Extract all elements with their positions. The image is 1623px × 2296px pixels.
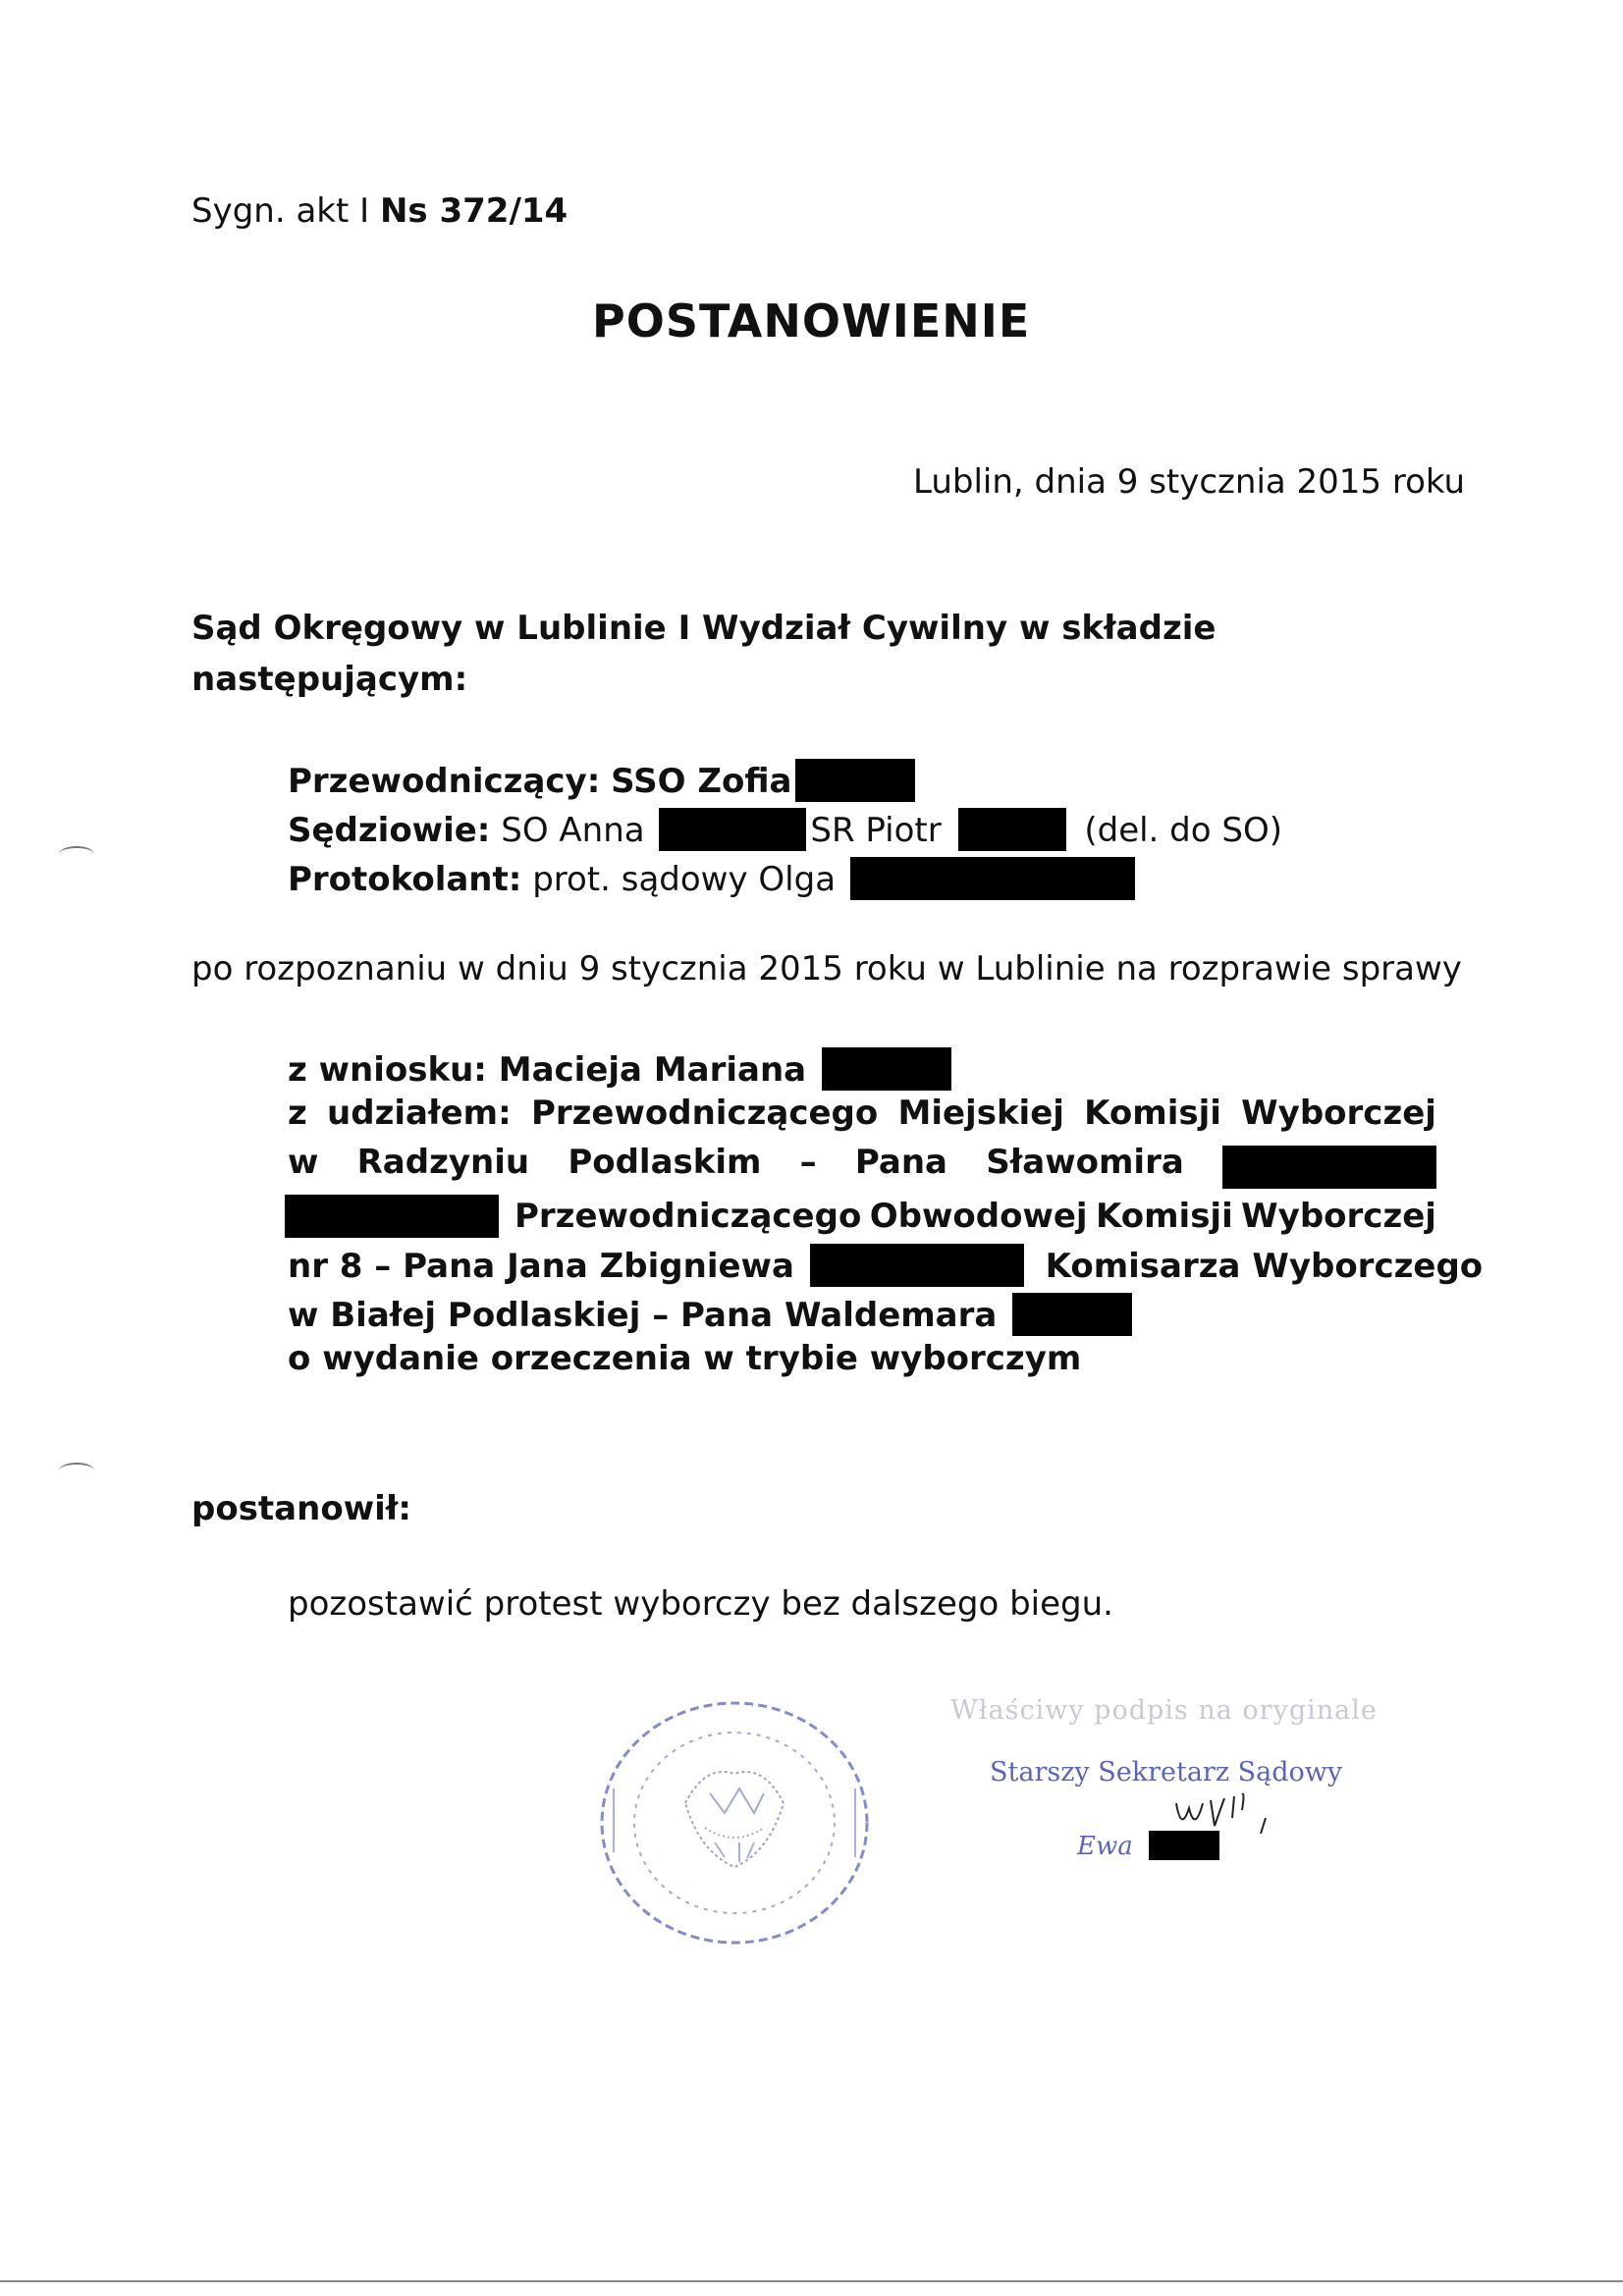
word: udziałem: (327, 1094, 512, 1133)
case-subject: o wydanie orzeczenia w trybie wyborczym (288, 1339, 1082, 1378)
court-line-2: następującym: (191, 660, 468, 699)
secretary-name: Ewa (1077, 1832, 1133, 1861)
word: – (799, 1143, 817, 1182)
case-ref-number: Ns 372/14 (379, 191, 568, 231)
bottom-rule (0, 2280, 1623, 2282)
scan-mark (59, 1463, 94, 1478)
word: Wyborczej (1241, 1197, 1436, 1236)
word: w (288, 1143, 319, 1182)
faded-original-note: Właściwy podpis na oryginale (950, 1695, 1378, 1726)
word: Obwodowej (869, 1197, 1088, 1236)
judge-2: SR Piotr (810, 811, 942, 850)
applicant-text: z wniosku: Macieja Mariana (288, 1050, 807, 1090)
clerk-value: prot. sądowy Olga (532, 860, 837, 899)
word: Przewodniczącego (530, 1094, 879, 1133)
document-title: POSTANOWIENIE (592, 294, 1031, 347)
word: Przewodniczącego (514, 1197, 862, 1236)
commissioner-name: w Białej Podlaskiej – Pana Waldemara (288, 1296, 998, 1335)
case-ref-prefix: Sygn. akt I (191, 191, 380, 231)
redaction-box (659, 808, 806, 851)
seal-icon (592, 1695, 877, 1950)
redaction-box (822, 1047, 951, 1091)
applicant-line (288, 1047, 951, 1091)
chair-label: Przewodniczący: (288, 762, 601, 801)
clerk-line (288, 857, 1135, 900)
secretary-name-line (1077, 1831, 1219, 1861)
hearing-line: po rozpoznaniu w dniu 9 stycznia 2015 roku w Lublinie na rozprawie sprawy (191, 949, 1462, 988)
participants-line-2 (288, 1094, 1436, 1133)
word: Podlaskim (568, 1143, 762, 1182)
word: Radzyniu (356, 1143, 530, 1182)
word: Wyborczej (1241, 1094, 1436, 1133)
judges-line (288, 808, 1282, 851)
participants-line-6 (288, 1293, 1132, 1336)
participants-line-3 (288, 1143, 1436, 1189)
judge-1: SO Anna (501, 811, 645, 850)
word: Pana (854, 1143, 947, 1182)
case-reference (191, 191, 568, 231)
word: z (288, 1094, 307, 1133)
word: Miejskiej (897, 1094, 1064, 1133)
place-date: Lublin, dnia 9 stycznia 2015 roku (913, 462, 1466, 502)
decided-label: postanowił: (191, 1489, 411, 1528)
redaction-box (1149, 1831, 1219, 1860)
redaction-box (285, 1195, 499, 1238)
court-line-1: Sąd Okręgowy w Lublinie I Wydział Cywilny w składzie (191, 609, 1217, 648)
word: Komisji (1096, 1197, 1233, 1236)
member-text: nr 8 – Pana Jana Zbigniewa (288, 1247, 794, 1286)
secretary-title: Starszy Sekretarz Sądowy (990, 1757, 1343, 1788)
redaction-box (958, 808, 1066, 851)
decision-text: pozostawić protest wyborczy bez dalszego biegu. (288, 1584, 1113, 1624)
redaction-box (1012, 1293, 1132, 1336)
participants-line-5 (288, 1244, 1483, 1287)
redaction-box (810, 1244, 1024, 1287)
scan-mark (59, 846, 94, 862)
word: Sławomira (986, 1143, 1184, 1182)
judge-2-note: (del. do SO) (1084, 811, 1282, 850)
commissioner-text: Komisarza Wyborczego (1045, 1247, 1484, 1286)
word: Komisji (1084, 1094, 1221, 1133)
chair-value: SSO Zofia (611, 762, 792, 801)
judges-label: Sędziowie: (288, 811, 491, 850)
chair-line (288, 759, 915, 802)
redaction-box (1222, 1146, 1436, 1189)
participants-line-4 (285, 1195, 1436, 1238)
court-seal-stamp (592, 1695, 877, 1950)
clerk-label: Protokolant: (288, 860, 522, 899)
redaction-box (850, 857, 1135, 900)
redaction-box (795, 759, 915, 802)
participants-line-4-words (514, 1197, 1436, 1236)
